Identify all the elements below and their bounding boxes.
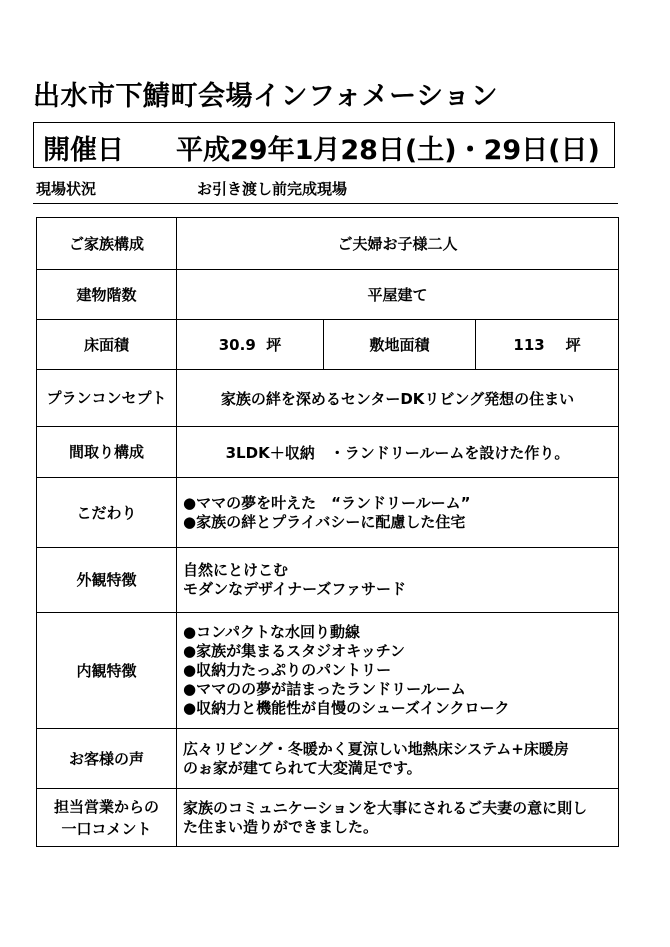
table-row-floors xyxy=(37,270,619,320)
table-row-concept xyxy=(37,370,619,427)
event-date-label: 開催日 xyxy=(43,135,124,166)
info-table xyxy=(36,217,619,847)
interior-line: ●収納力たっぷりのパントリー xyxy=(183,661,392,679)
interior-line: ●コンパクトな水回り動線 xyxy=(183,623,361,641)
kodawari-line: ●家族の絆とプライバシーに配慮した住宅 xyxy=(183,512,466,531)
table-row-voice xyxy=(37,729,619,789)
concept-value: 家族の絆を深めるセンターDKリビング発想の住まい xyxy=(177,370,619,427)
floors-label: 建物階数 xyxy=(37,270,177,320)
table-row-layout xyxy=(37,427,619,478)
kodawari-value xyxy=(177,478,619,548)
table-row-family xyxy=(37,218,619,270)
floor-area-cell xyxy=(177,320,324,370)
exterior-line: モダンなデザイナーズファサード xyxy=(183,580,407,598)
interior-line: ●収納力と機能性が自慢のシューズインクローク xyxy=(183,699,510,717)
kodawari-line: ●ママの夢を叶えた “ランドリールーム” xyxy=(183,493,471,512)
floor-area-label: 床面積 xyxy=(37,320,177,370)
comment-label-line: 一口コメント xyxy=(61,819,152,838)
exterior-value xyxy=(177,548,619,613)
event-date-value: 平成29年1月28日(土)・29日(日) xyxy=(176,135,600,166)
floor-area-value: 30.9 xyxy=(218,336,256,354)
voice-line: 広々リビング・冬暖かく夏涼しい地熱床システム+床暖房 xyxy=(183,739,569,758)
layout-label: 間取り構成 xyxy=(37,427,177,478)
exterior-label: 外観特徴 xyxy=(37,548,177,613)
site-area-value: 113 xyxy=(513,336,545,354)
site-area-label: 敷地面積 xyxy=(324,320,476,370)
voice-line: のぉ家が建てられて大変満足です。 xyxy=(183,758,422,777)
family-value: ご夫婦お子様二人 xyxy=(177,218,619,270)
voice-label: お客様の声 xyxy=(37,729,177,789)
exterior-line: 自然にとけこむ xyxy=(183,561,289,579)
event-date-box xyxy=(33,122,615,168)
layout-value: 3LDK＋収納 ・ランドリールームを設けた作り。 xyxy=(177,427,619,478)
table-row-area xyxy=(37,320,619,370)
concept-label: プランコンセプト xyxy=(37,370,177,427)
site-status-row xyxy=(33,170,618,204)
table-row-kodawari xyxy=(37,478,619,548)
page-title: 出水市下鯖町会場インフォメーション xyxy=(33,81,499,112)
floor-area-unit: 坪 xyxy=(266,336,282,354)
interior-line: ●ママのの夢が詰まったランドリールーム xyxy=(183,680,466,698)
site-area-unit: 坪 xyxy=(565,336,581,354)
interior-label: 内観特徴 xyxy=(37,613,177,729)
comment-line: 家族のコミュニケーションを大事にされるご夫妻の意に則し xyxy=(183,798,588,817)
interior-line: ●家族が集まるスタジオキッチン xyxy=(183,642,406,660)
comment-label xyxy=(37,789,177,847)
table-row-exterior xyxy=(37,548,619,613)
family-label: ご家族構成 xyxy=(37,218,177,270)
comment-value xyxy=(177,789,619,847)
comment-label-line: 担当営業からの xyxy=(53,797,159,816)
site-area-cell xyxy=(476,320,619,370)
table-row-comment xyxy=(37,789,619,847)
floors-value: 平屋建て xyxy=(177,270,619,320)
site-status-value: お引き渡し前完成現場 xyxy=(197,180,348,198)
voice-value xyxy=(177,729,619,789)
site-status-label: 現場状況 xyxy=(36,180,97,198)
comment-line: た住まい造りができました。 xyxy=(183,817,379,836)
table-row-interior xyxy=(37,613,619,729)
interior-value xyxy=(177,613,619,729)
kodawari-label: こだわり xyxy=(37,478,177,548)
